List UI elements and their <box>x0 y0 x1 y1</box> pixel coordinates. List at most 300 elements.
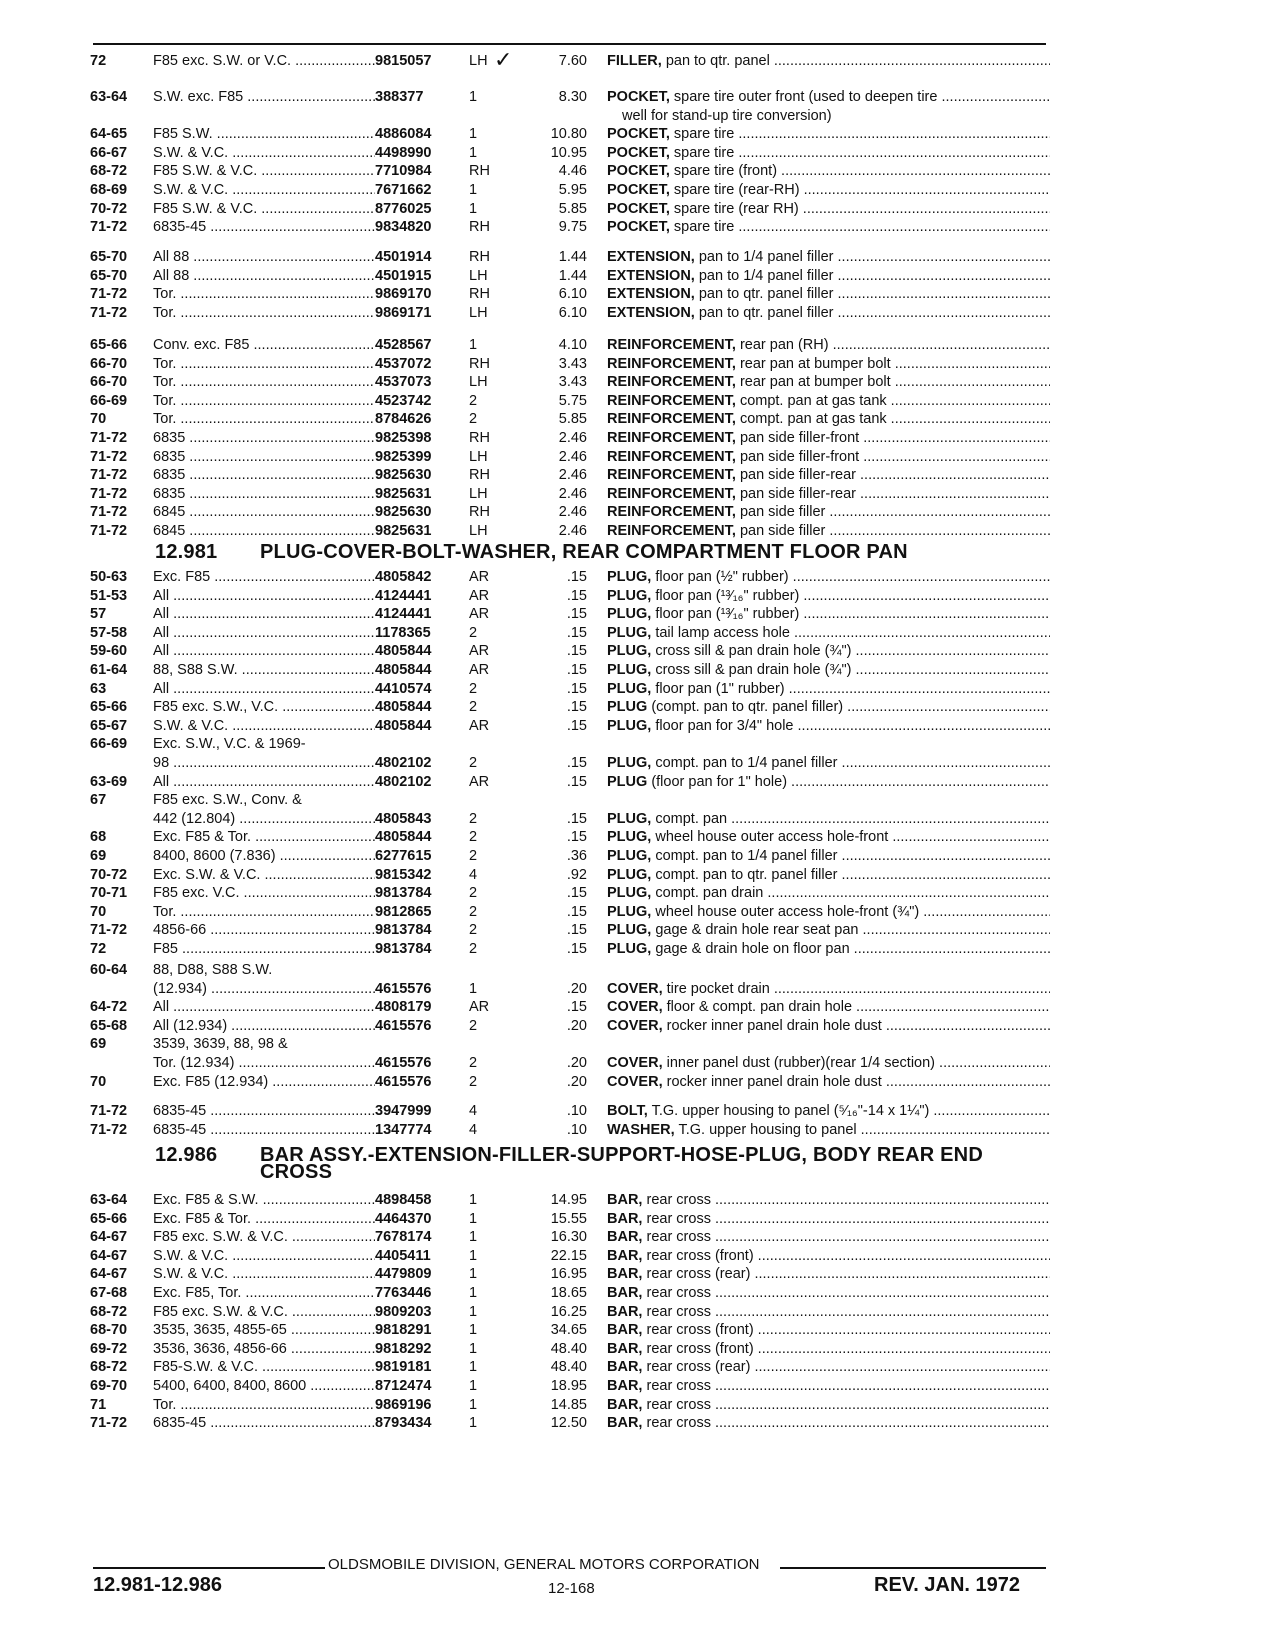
price-cell <box>519 961 607 980</box>
model-year-cell: 64-67 <box>90 1266 128 1283</box>
price-cell: 22.15 <box>550 1247 587 1264</box>
model-year-cell <box>90 980 153 999</box>
part-number-cell: 4523742 <box>375 392 432 409</box>
model-year-cell: 71-72 <box>90 219 128 236</box>
description-cell <box>607 921 1050 940</box>
quantity-cell: 1 <box>469 200 478 217</box>
part-name: REINFORCEMENT, <box>607 355 736 372</box>
model-cell: All ..... <box>153 998 375 1017</box>
description-cell <box>607 107 1050 126</box>
model-year-cell: 69 <box>90 1036 107 1053</box>
part-name: BAR, <box>607 1303 643 1320</box>
part-number-cell: 4898458 <box>375 1192 432 1208</box>
description-cell <box>607 410 1050 429</box>
quantity-cell: 2 <box>469 754 478 771</box>
model-year-cell: 71-72 <box>90 922 128 939</box>
model-year-cell: 67 <box>90 792 107 809</box>
model-year-cell: 57-58 <box>90 624 128 641</box>
quantity-cell: LH <box>469 267 488 284</box>
model-cell: 8400, 8600 (7.836) ..... <box>153 847 375 866</box>
description-cell <box>607 1377 1050 1396</box>
part-name: PLUG, <box>607 754 652 771</box>
description-cell <box>607 773 1050 792</box>
part-description: rear cross ..... <box>646 1192 1050 1208</box>
model-year-cell: 71-72 <box>90 485 128 502</box>
price-cell: .15 <box>566 624 587 641</box>
description-cell <box>607 248 1050 267</box>
table-row <box>90 661 1050 680</box>
quantity-cell: 2 <box>469 1017 478 1034</box>
part-number-cell: 9869196 <box>375 1396 432 1413</box>
table-row <box>90 248 1050 267</box>
top-rule <box>93 43 1046 45</box>
price-cell: 5.75 <box>558 392 587 409</box>
model-cell: 6835-45 ..... <box>153 1121 375 1140</box>
description-cell <box>607 717 1050 736</box>
part-description: pan to 1/4 panel filler ..... <box>699 249 1050 265</box>
model-cell: S.W. & V.C. ..... <box>153 1247 375 1266</box>
description-cell <box>607 162 1050 181</box>
quantity-cell: LH <box>469 522 488 539</box>
table-row <box>90 773 1050 792</box>
part-description: spare tire ..... <box>674 126 1050 142</box>
table-row <box>90 1121 1050 1140</box>
part-description: rocker inner panel drain hole dust ..... <box>667 1018 1050 1034</box>
price-cell: 34.65 <box>550 1322 587 1339</box>
part-name: FILLER, <box>607 53 662 69</box>
part-name: COVER, <box>607 999 663 1016</box>
price-cell: 5.85 <box>558 200 587 217</box>
model-year-cell: 68 <box>90 829 107 846</box>
part-description: rear cross (front) ..... <box>646 1322 1050 1338</box>
section-heading-12981: 12.981 PLUG-COVER-BOLT-WASHER, REAR COMPARTMENT FLOOR PAN <box>155 541 908 563</box>
model-cell: Exc. F85 & Tor. ..... <box>153 1210 375 1229</box>
model-cell: 98 ..... <box>153 754 375 773</box>
table-row <box>90 1191 1050 1210</box>
price-cell: 16.30 <box>550 1229 587 1246</box>
description-cell <box>607 828 1050 847</box>
price-cell: .15 <box>566 661 587 678</box>
quantity-cell: 4 <box>469 866 478 883</box>
price-cell: 5.85 <box>558 411 587 428</box>
model-year-cell: 71-72 <box>90 286 128 303</box>
model-year-cell: 68-69 <box>90 181 128 198</box>
quantity-cell: AR <box>469 606 490 623</box>
part-description: compt. pan drain ..... <box>655 885 1050 901</box>
table-row <box>90 448 1050 467</box>
quantity-cell: 1 <box>469 1359 478 1376</box>
table-row <box>90 429 1050 448</box>
quantity-cell: 1 <box>469 1266 478 1283</box>
footer-corporation: OLDSMOBILE DIVISION, GENERAL MOTORS CORPORATION <box>328 1556 760 1573</box>
part-description: tire pocket drain ..... <box>667 981 1050 997</box>
model-year-cell: 72 <box>90 940 107 957</box>
part-name: REINFORCEMENT, <box>607 374 736 391</box>
part-name: BAR, <box>607 1359 643 1376</box>
model-year-cell: 60-64 <box>90 962 128 978</box>
price-cell: 5.95 <box>558 181 587 198</box>
model-year-cell: 64-72 <box>90 999 128 1016</box>
description-cell <box>607 1121 1050 1140</box>
description-cell <box>607 336 1050 355</box>
table-row <box>90 392 1050 411</box>
model-year-cell: 64-67 <box>90 1229 128 1246</box>
model-year-cell <box>90 810 153 829</box>
part-description: compt. pan to 1/4 panel filler ..... <box>655 848 1050 864</box>
price-cell: .15 <box>566 680 587 697</box>
description-cell <box>607 1265 1050 1284</box>
price-cell <box>519 791 607 810</box>
part-name: PLUG, <box>607 643 652 660</box>
table-row <box>90 218 1050 237</box>
price-cell: 2.46 <box>558 429 587 446</box>
part-name: REINFORCEMENT, <box>607 411 736 428</box>
table-row <box>90 1210 1050 1229</box>
part-description: pan side filler-rear ..... <box>740 486 1050 502</box>
part-description: compt. pan to qtr. panel filler ..... <box>655 867 1050 883</box>
quantity-cell: 1 <box>469 1322 478 1339</box>
table-row <box>90 1265 1050 1284</box>
model-cell: F85 exc. S.W. or V.C. ..... <box>153 52 375 71</box>
part-description: pan side filler-rear ..... <box>740 467 1050 483</box>
price-cell: .15 <box>566 717 587 734</box>
part-name: EXTENSION, <box>607 267 695 284</box>
quantity-cell: 2 <box>469 810 478 827</box>
price-cell: .15 <box>566 569 587 585</box>
part-number-cell: 7671662 <box>375 181 432 198</box>
price-cell: 14.95 <box>550 1192 587 1208</box>
part-name: BAR, <box>607 1322 643 1339</box>
table-row <box>90 847 1050 866</box>
model-cell: 6835 ..... <box>153 429 375 448</box>
price-cell: .15 <box>566 587 587 604</box>
table-row <box>90 1054 1050 1073</box>
quantity-cell: 2 <box>469 885 478 902</box>
model-cell: Tor. ..... <box>153 392 375 411</box>
quantity-cell: RH <box>469 219 490 236</box>
price-cell: 18.95 <box>550 1377 587 1394</box>
part-description: rear cross ..... <box>646 1415 1050 1431</box>
price-cell: 48.40 <box>550 1359 587 1376</box>
model-year-cell: 71-72 <box>90 304 128 321</box>
description-cell <box>607 373 1050 392</box>
part-number-cell: 4528567 <box>375 337 432 353</box>
model-year-cell: 68-72 <box>90 163 128 180</box>
description-cell <box>607 642 1050 661</box>
table-row <box>90 410 1050 429</box>
quantity-cell: 1 <box>469 980 478 997</box>
model-year-cell: 50-63 <box>90 569 128 585</box>
table-row <box>90 980 1050 999</box>
part-number-cell: 9813784 <box>375 922 432 939</box>
quantity-cell: 1 <box>469 1192 478 1208</box>
price-cell: 14.85 <box>550 1396 587 1413</box>
model-cell: Conv. exc. F85 ..... <box>153 336 375 355</box>
price-cell: .15 <box>566 754 587 771</box>
part-number-cell: 1178365 <box>375 624 431 641</box>
part-number-cell: 9813784 <box>375 940 432 957</box>
table-row <box>90 1340 1050 1359</box>
quantity-cell: RH <box>469 467 490 484</box>
part-description: spare tire ..... <box>674 219 1050 235</box>
table-row <box>90 355 1050 374</box>
quantity-cell: RH <box>469 504 490 521</box>
part-description: pan side filler-front ..... <box>740 449 1050 465</box>
part-name: PLUG <box>607 773 648 790</box>
quantity-cell: AR <box>469 661 490 678</box>
part-description: rear cross ..... <box>646 1304 1050 1320</box>
price-cell: .20 <box>566 1073 587 1090</box>
part-number-cell: 8793434 <box>375 1415 432 1432</box>
model-cell: Tor. ..... <box>153 410 375 429</box>
table-row <box>90 828 1050 847</box>
price-cell: 3.43 <box>558 355 587 372</box>
part-name: BAR, <box>607 1415 643 1432</box>
table-row <box>90 1102 1050 1121</box>
model-year-cell: 70-72 <box>90 200 128 217</box>
part-number-cell: 8784626 <box>375 411 432 428</box>
model-cell: All ..... <box>153 605 375 624</box>
part-name: BOLT, <box>607 1103 648 1119</box>
price-cell: .20 <box>566 1017 587 1034</box>
part-name: REINFORCEMENT, <box>607 429 736 446</box>
model-year-cell: 65-66 <box>90 699 128 716</box>
model-year-cell: 63-64 <box>90 1192 128 1208</box>
part-name: POCKET, <box>607 144 670 161</box>
price-cell: .15 <box>566 999 587 1016</box>
model-cell: 3535, 3635, 4855-65 ..... <box>153 1321 375 1340</box>
description-cell <box>607 1191 1050 1210</box>
description-cell <box>607 903 1050 922</box>
table-row <box>90 1284 1050 1303</box>
price-cell: .36 <box>566 847 587 864</box>
part-description: rear cross (front) ..... <box>646 1341 1050 1357</box>
part-name: POCKET, <box>607 163 670 180</box>
quantity-cell: 2 <box>469 411 478 428</box>
description-cell <box>607 1210 1050 1229</box>
part-description: wheel house outer access hole-front ..... <box>655 829 1050 845</box>
table-row <box>90 107 1050 126</box>
part-number-cell: 9819181 <box>375 1359 432 1376</box>
model-cell: S.W. & V.C. ..... <box>153 717 375 736</box>
model-cell: All ..... <box>153 624 375 643</box>
parts-table-bars <box>90 1191 1050 1433</box>
part-description: floor pan for 3/4" hole ..... <box>655 718 1050 734</box>
part-number-cell: 4805844 <box>375 661 432 678</box>
table-row <box>90 88 1050 107</box>
part-number-cell: 4615576 <box>375 1017 432 1034</box>
part-name: PLUG, <box>607 569 652 585</box>
part-name: POCKET, <box>607 126 670 143</box>
part-description: wheel house outer access hole-front (¾") ..... <box>655 904 1050 920</box>
part-name: BAR, <box>607 1266 643 1283</box>
description-cell <box>607 503 1050 522</box>
part-description: rear cross ..... <box>646 1397 1050 1413</box>
check-mark: ✓ <box>494 47 513 72</box>
part-name: PLUG <box>607 699 648 716</box>
description-cell <box>607 1358 1050 1377</box>
part-name: BAR, <box>607 1284 643 1301</box>
part-number-cell: 6277615 <box>375 847 432 864</box>
description-cell <box>607 568 1050 587</box>
description-cell <box>607 940 1050 959</box>
quantity-cell: 1 <box>469 1340 478 1357</box>
model-cell: 6845 ..... <box>153 503 375 522</box>
part-name: PLUG, <box>607 903 652 920</box>
part-number-cell <box>375 791 469 810</box>
description-cell <box>607 1414 1050 1433</box>
quantity-cell: LH <box>469 448 488 465</box>
part-description: compt. pan to 1/4 panel filler ..... <box>655 755 1050 771</box>
part-name: BAR, <box>607 1377 643 1394</box>
part-name: REINFORCEMENT, <box>607 448 736 465</box>
price-cell: 15.55 <box>550 1210 587 1227</box>
part-description: rear cross (rear) ..... <box>646 1266 1050 1282</box>
description-cell <box>607 680 1050 699</box>
part-name: POCKET, <box>607 219 670 236</box>
model-cell: All 88 ..... <box>153 248 375 267</box>
model-year-cell: 63-69 <box>90 773 128 790</box>
quantity-cell: LH <box>469 53 488 69</box>
quantity-cell: 1 <box>469 1396 478 1413</box>
description-cell <box>607 624 1050 643</box>
model-year-cell: 65-66 <box>90 337 128 353</box>
description-cell <box>607 754 1050 773</box>
model-year-cell: 61-64 <box>90 661 128 678</box>
quantity-cell: 2 <box>469 847 478 864</box>
model-cell: S.W. & V.C. ..... <box>153 1265 375 1284</box>
part-number-cell: 4464370 <box>375 1210 432 1227</box>
quantity-cell: 1 <box>469 1247 478 1264</box>
model-cell: F85-S.W. & V.C. ..... <box>153 1358 375 1377</box>
table-row <box>90 1377 1050 1396</box>
part-number-cell: 4805842 <box>375 569 432 585</box>
part-name: BAR, <box>607 1210 643 1227</box>
part-name: POCKET, <box>607 200 670 217</box>
model-cell: F85 exc. S.W., V.C. ..... <box>153 698 375 717</box>
description-cell <box>607 605 1050 624</box>
quantity-cell: 1 <box>469 1284 478 1301</box>
quantity-cell <box>469 107 519 126</box>
model-year-cell: 70-71 <box>90 885 128 902</box>
description-cell <box>607 52 1050 71</box>
part-name: COVER, <box>607 1073 663 1090</box>
part-number-cell <box>375 107 469 126</box>
description-cell <box>607 88 1050 107</box>
footer-revision: REV. JAN. 1972 <box>874 1574 1021 1596</box>
table-row <box>90 52 1050 71</box>
part-number-cell: 9825630 <box>375 504 432 521</box>
model-cell: 6835-45 ..... <box>153 218 375 237</box>
price-cell: 6.10 <box>558 304 587 321</box>
quantity-cell <box>469 791 519 810</box>
model-year-cell: 71-72 <box>90 1415 128 1432</box>
part-number-cell: 9818291 <box>375 1322 432 1339</box>
quantity-cell: 1 <box>469 1377 478 1394</box>
model-year-cell: 66-70 <box>90 355 128 372</box>
part-description: T.G. upper housing to panel ..... <box>678 1122 1050 1138</box>
price-cell: 10.80 <box>550 126 587 143</box>
price-cell: 7.60 <box>558 53 587 69</box>
part-description: floor pan (¹³⁄₁₆" rubber) ..... <box>655 588 1050 604</box>
part-name: REINFORCEMENT, <box>607 522 736 539</box>
model-year-cell: 66-70 <box>90 374 128 391</box>
model-cell <box>153 107 375 126</box>
part-number-cell: 4802102 <box>375 773 432 790</box>
part-name: BAR, <box>607 1340 643 1357</box>
price-cell: .15 <box>566 699 587 716</box>
part-name: PLUG, <box>607 847 652 864</box>
parts-table-reinforcements <box>90 336 1050 541</box>
description-cell <box>607 1303 1050 1322</box>
part-number-cell: 9809203 <box>375 1303 432 1320</box>
part-name: PLUG, <box>607 866 652 883</box>
model-cell: F85 exc. S.W., Conv. & <box>153 792 302 809</box>
price-cell: .92 <box>566 866 587 883</box>
description-cell <box>607 267 1050 286</box>
description-cell <box>607 1321 1050 1340</box>
model-cell: F85 S.W. ..... <box>153 125 375 144</box>
part-number-cell: 8776025 <box>375 200 432 217</box>
part-description: compt. pan at gas tank ..... <box>740 411 1050 427</box>
model-year-cell: 71 <box>90 1396 107 1413</box>
price-cell: 2.46 <box>558 522 587 539</box>
table-row <box>90 754 1050 773</box>
part-name: PLUG, <box>607 587 652 604</box>
part-name: REINFORCEMENT, <box>607 504 736 521</box>
description-cell <box>607 1228 1050 1247</box>
price-cell: 2.46 <box>558 504 587 521</box>
parts-table-fillers <box>90 47 1050 72</box>
table-row <box>90 568 1050 587</box>
table-row <box>90 998 1050 1017</box>
price-cell: 1.44 <box>558 267 587 284</box>
price-cell: .15 <box>566 903 587 920</box>
part-name: EXTENSION, <box>607 286 695 303</box>
part-name: PLUG, <box>607 661 652 678</box>
price-cell: .20 <box>566 1054 587 1071</box>
table-row <box>90 1358 1050 1377</box>
part-name: REINFORCEMENT, <box>607 337 736 353</box>
model-cell: Tor. ..... <box>153 373 375 392</box>
price-cell: 4.10 <box>558 337 587 353</box>
model-year-cell: 66-69 <box>90 392 128 409</box>
part-number-cell: 4802102 <box>375 754 432 771</box>
price-cell: 2.46 <box>558 467 587 484</box>
part-number-cell: 4124441 <box>375 587 432 604</box>
model-cell: F85 ..... <box>153 940 375 959</box>
description-cell <box>607 429 1050 448</box>
table-row <box>90 1035 1050 1054</box>
table-row <box>90 1228 1050 1247</box>
model-cell: All ..... <box>153 773 375 792</box>
footer-section-range: 12.981-12.986 <box>93 1574 223 1596</box>
price-cell: 16.25 <box>550 1303 587 1320</box>
quantity-cell: 1 <box>469 1210 478 1227</box>
part-description: pan side filler-front ..... <box>740 430 1050 446</box>
description-cell <box>607 1284 1050 1303</box>
part-number-cell: 4498990 <box>375 144 432 161</box>
quantity-cell: 2 <box>469 392 478 409</box>
price-cell: 48.40 <box>550 1340 587 1357</box>
quantity-cell: AR <box>469 999 490 1016</box>
description-cell <box>607 1102 1050 1121</box>
price-cell <box>519 1035 607 1054</box>
section-heading-12986: 12.986 BAR ASSY.-EXTENSION-FILLER-SUPPORT-HOSE-PLUG, BODY REAR END CROSS <box>155 1144 983 1183</box>
price-cell: 6.10 <box>558 286 587 303</box>
quantity-cell: 1 <box>469 1415 478 1432</box>
model-year-cell: 71-72 <box>90 1103 128 1119</box>
